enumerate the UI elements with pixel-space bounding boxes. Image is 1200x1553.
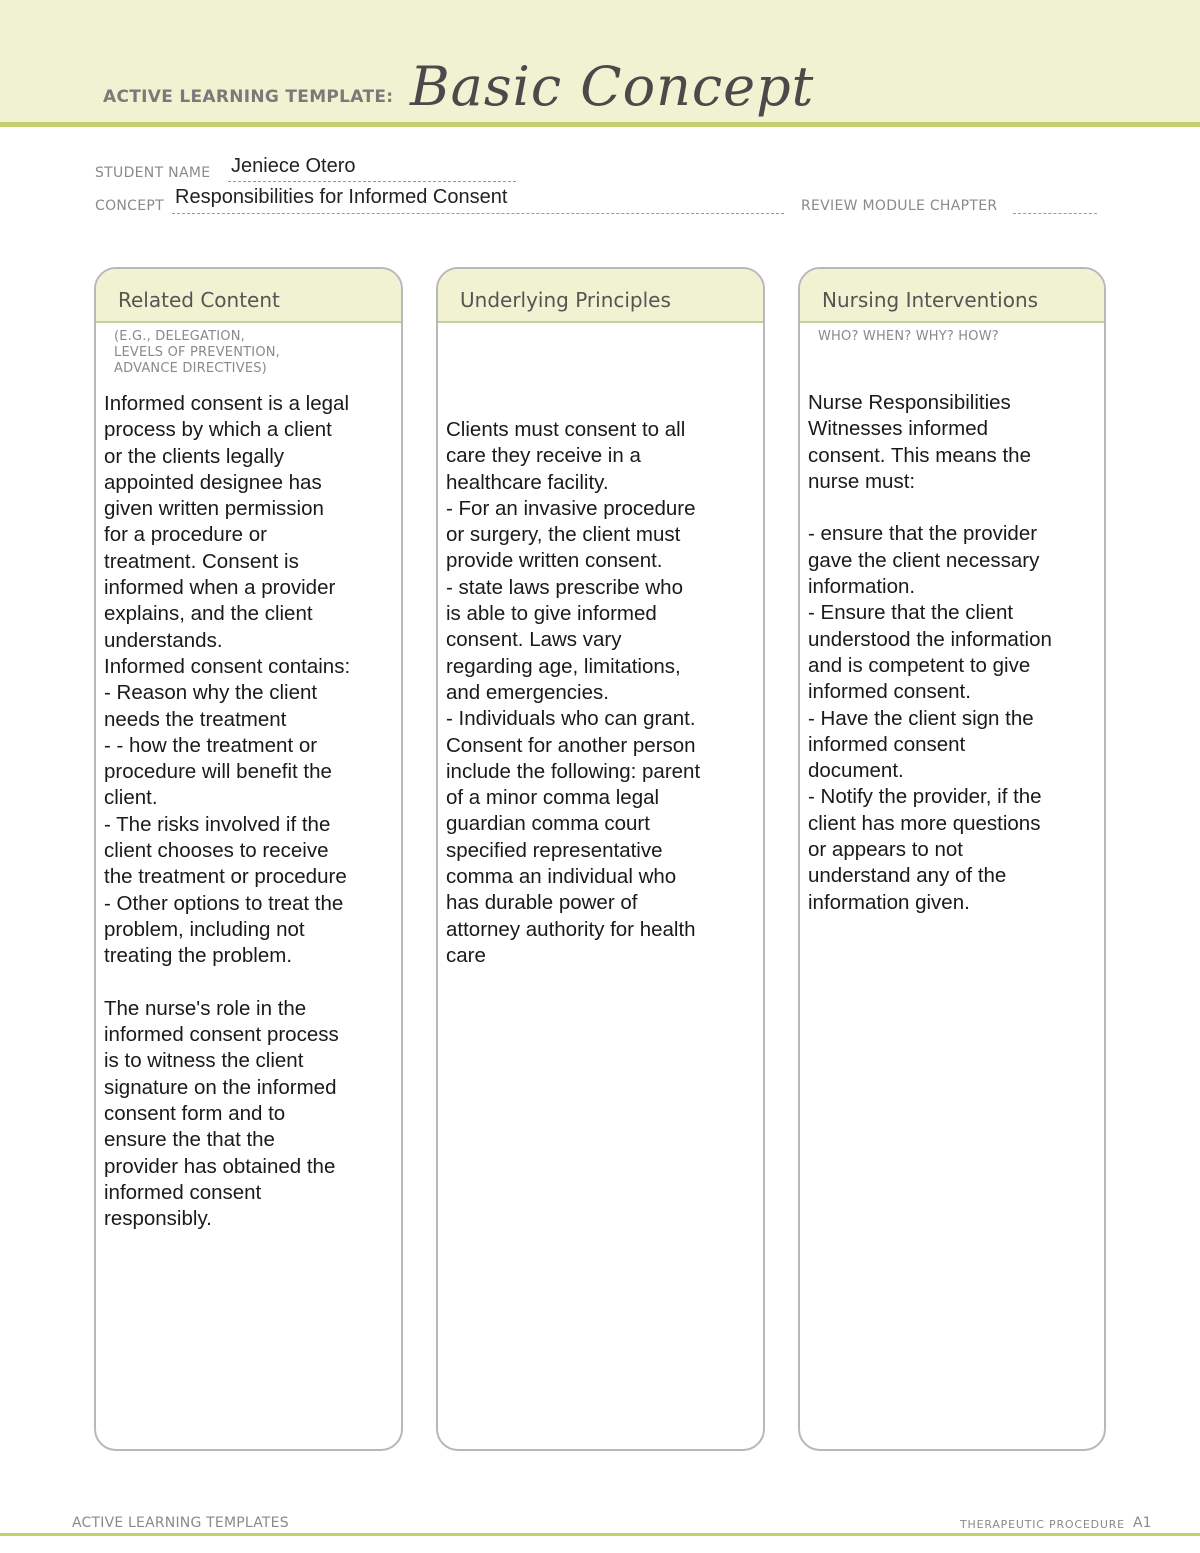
panel-title: Related Content bbox=[118, 288, 280, 312]
footer-divider bbox=[0, 1533, 1200, 1536]
panel-header bbox=[96, 269, 401, 323]
concept-field[interactable]: Responsibilities for Informed Consent bbox=[175, 186, 508, 208]
panel-subtitle: WHO? WHEN? WHY? HOW? bbox=[818, 329, 999, 344]
underlying-principles-panel bbox=[436, 267, 765, 1451]
page-number: A1 bbox=[1133, 1515, 1152, 1531]
underlying-principles-text[interactable]: Clients must consent to all care they receive in a healthcare facility. - For an invasive procedure or surgery, the client must provide written consent. - state laws prescribe who is able to give informed consent. Laws vary regarding age, limitations, and emergencies. - Individuals who can grant. Consent for another person include the following: parent of a minor comma legal guardian comma court specified representative comma an individual who has durable power of attorney authority for health care bbox=[446, 418, 701, 967]
panel-title: Nursing Interventions bbox=[822, 288, 1039, 312]
nursing-interventions-panel bbox=[798, 267, 1106, 1451]
related-content-text[interactable]: Informed consent is a legal process by which a client or the clients legally appointed designee has given written permission for a procedure or treatment. Consent is informed when a provider explains, and the client understands. Informed consent contains: - Reason why the client needs the treatment - - how the treatment or procedure will benefit the client. - The risks involved if the client chooses to receive the treatment or procedure - Other options to treat the problem, including not treating the problem. The nurse's role in the informed consent process is to witness the client signature on the informed consent form and to ensure the that the provider has obtained the informed consent responsibly. bbox=[104, 392, 351, 1231]
footer-left-label: ACTIVE LEARNING TEMPLATES bbox=[72, 1515, 289, 1531]
student-name-line bbox=[228, 181, 516, 182]
student-name-label: STUDENT NAME bbox=[95, 165, 211, 181]
page-title: Basic Concept bbox=[410, 55, 815, 118]
header-divider bbox=[0, 122, 1200, 127]
footer-right-label: THERAPEUTIC PROCEDURE bbox=[960, 1518, 1125, 1531]
review-module-field[interactable] bbox=[1013, 213, 1097, 214]
template-label: ACTIVE LEARNING TEMPLATE: bbox=[103, 87, 394, 107]
panel-title: Underlying Principles bbox=[460, 288, 671, 312]
panel-header bbox=[800, 269, 1104, 323]
student-name-field[interactable]: Jeniece Otero bbox=[231, 155, 356, 177]
concept-line bbox=[172, 213, 784, 214]
nursing-interventions-text[interactable]: Nurse Responsibilities Witnesses informed consent. This means the nurse must: - ensure that the provider gave the client necessary information. - Ensure that the client understood the information and is competent to give informed consent. - Have the client sign the informed consent document. - Notify the provider, if the client has more questions or appears to not understand any of the information given. bbox=[808, 391, 1052, 914]
panel-subtitle: (E.G., DELEGATION, LEVELS OF PREVENTION, ADVANCE DIRECTIVES) bbox=[114, 329, 281, 376]
concept-label: CONCEPT bbox=[95, 198, 164, 214]
related-content-panel bbox=[94, 267, 403, 1451]
panel-header bbox=[438, 269, 763, 323]
review-module-label: REVIEW MODULE CHAPTER bbox=[801, 198, 998, 214]
